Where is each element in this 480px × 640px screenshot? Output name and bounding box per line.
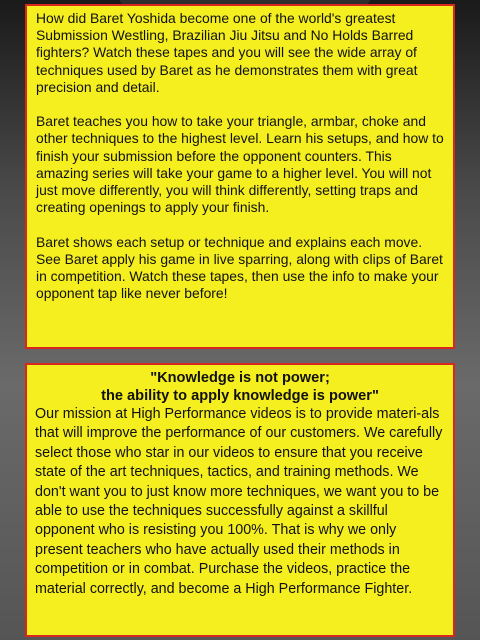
intro-paragraph: How did Baret Yoshida become one of the world's greatest Submission Westling, Brazilian Jiu Jitsu and No Holds Barred fighters? Watch these tapes and you will see the wide array of techniques used by Baret as he demonstrates them with great precision and detail.: [36, 10, 418, 95]
quote-line: "Knowledge is not power;: [150, 370, 330, 386]
intro-paragraph: Baret shows each setup or technique and explains each move. See Baret apply his game in live sparring, along with clips of Baret in competition. Watch these tapes, then use the info to make your opponent tap like never before!: [36, 233, 443, 302]
mission-statement: Our mission at High Performance videos is to provide materi-als that will improve the performance of our customers. We carefully select those who star in our videos to ensure that you receive state of the art techniques, tactics, and training methods. We don't want you to just know more techniques, we want you to be able to use the techniques successfully against a skillful opponent who is resisting you 100%. That is why we only present teachers who have actually used their methods in competition or in combat. Purchase the videos, practice the material correctly, and become a High Performance Fighter.: [35, 406, 443, 597]
mission-quote: [35, 369, 445, 405]
intro-panel: [25, 4, 455, 349]
quote-line: the ability to apply knowledge is power": [101, 388, 379, 404]
mission-panel: [25, 363, 455, 637]
intro-paragraph: Baret teaches you how to take your triangle, armbar, choke and other techniques to the highest level. Learn his setups, and how to finish your submission before the opponent counters. This amazing series will take your game to a higher level. You will not just move differently, you will think differently, setting traps and creating openings to apply your finish.: [36, 113, 444, 216]
